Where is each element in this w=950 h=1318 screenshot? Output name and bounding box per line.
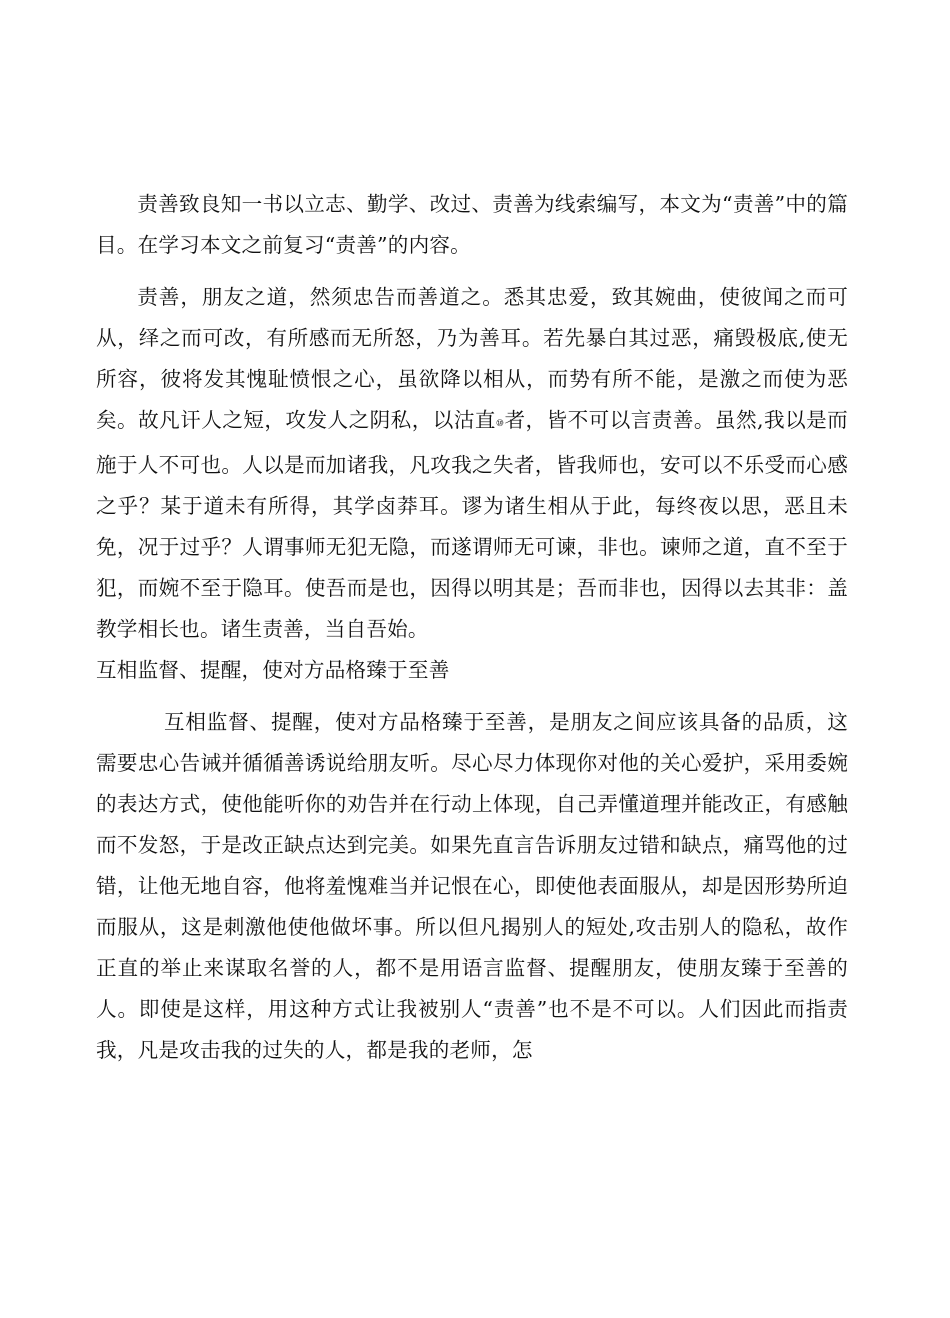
document-page bbox=[96, 184, 848, 1071]
original-text-paragraph bbox=[96, 277, 848, 650]
translation-paragraph: 互相监督、提醒，使对方品格臻于至善，是朋友之间应该具备的品质，这需要忠心告诫并循循善诱说给朋友听。尽心尽力体现你对他的关心爱护，采用委婉的表达方式，使他能听你的劝告并在行动上体现，自己弄懂道理并能改正，有感触而不发怒，于是改正缺点达到完美。如果先直言告诉朋友过错和缺点，痛骂他的过错，让他无地自容，他将羞愧难当并记恨在心，即使他表面服从，却是因形势所迫而服从，这是刺激他使他做坏事。所以但凡揭别人的短处,攻击别人的隐私，故作正直的举止来谋取名誉的人，都不是用语言监督、提醒朋友，使朋友臻于至善的人。即使是这样，用这种方式让我被别人“责善”也不是不可以。人们因此而指责我，凡是攻击我的过失的人，都是我的老师，怎 bbox=[96, 710, 848, 1062]
section-heading: 互相监督、提醒，使对方品格臻于至善 bbox=[96, 658, 450, 682]
intro-paragraph: 责善致良知一书以立志、勤学、改过、责善为线索编写，本文为“责善”中的篇目。在学习本文之前复习“责善”的内容。 bbox=[96, 192, 848, 257]
footnote-marker: ⑩ bbox=[495, 419, 505, 429]
original-text-part2: 者，皆不可以言责善。虽然,我以是而施于人不可也。人以是而加诸我，凡攻我之失者，皆我师也，安可以不乐受而心感之乎？某于道未有所得，其学卤莽耳。谬为诸生相从于此，每终夜以思，恶且未免，况于过乎？人谓事师无犯无隐，而遂谓师无可谏，非也。谏师之道，直不至于犯，而婉不至于隐耳。使吾而是也，因得以明其是；吾而非也，因得以去其非：盖教学相长也。诸生责善，当自吾始。 bbox=[96, 408, 848, 641]
original-text-part1: 责善，朋友之道，然须忠告而善道之。悉其忠爱，致其婉曲，使彼闻之而可从，绎之而可改，有所感而无所怒，乃为善耳。若先暴白其过恶，痛毁极底,使无所容，彼将发其愧耻愤恨之心，虽欲降以相从，而势有所不能，是激之而使为恶矣。故凡讦人之短，攻发人之阴私，以沽直 bbox=[96, 285, 848, 432]
